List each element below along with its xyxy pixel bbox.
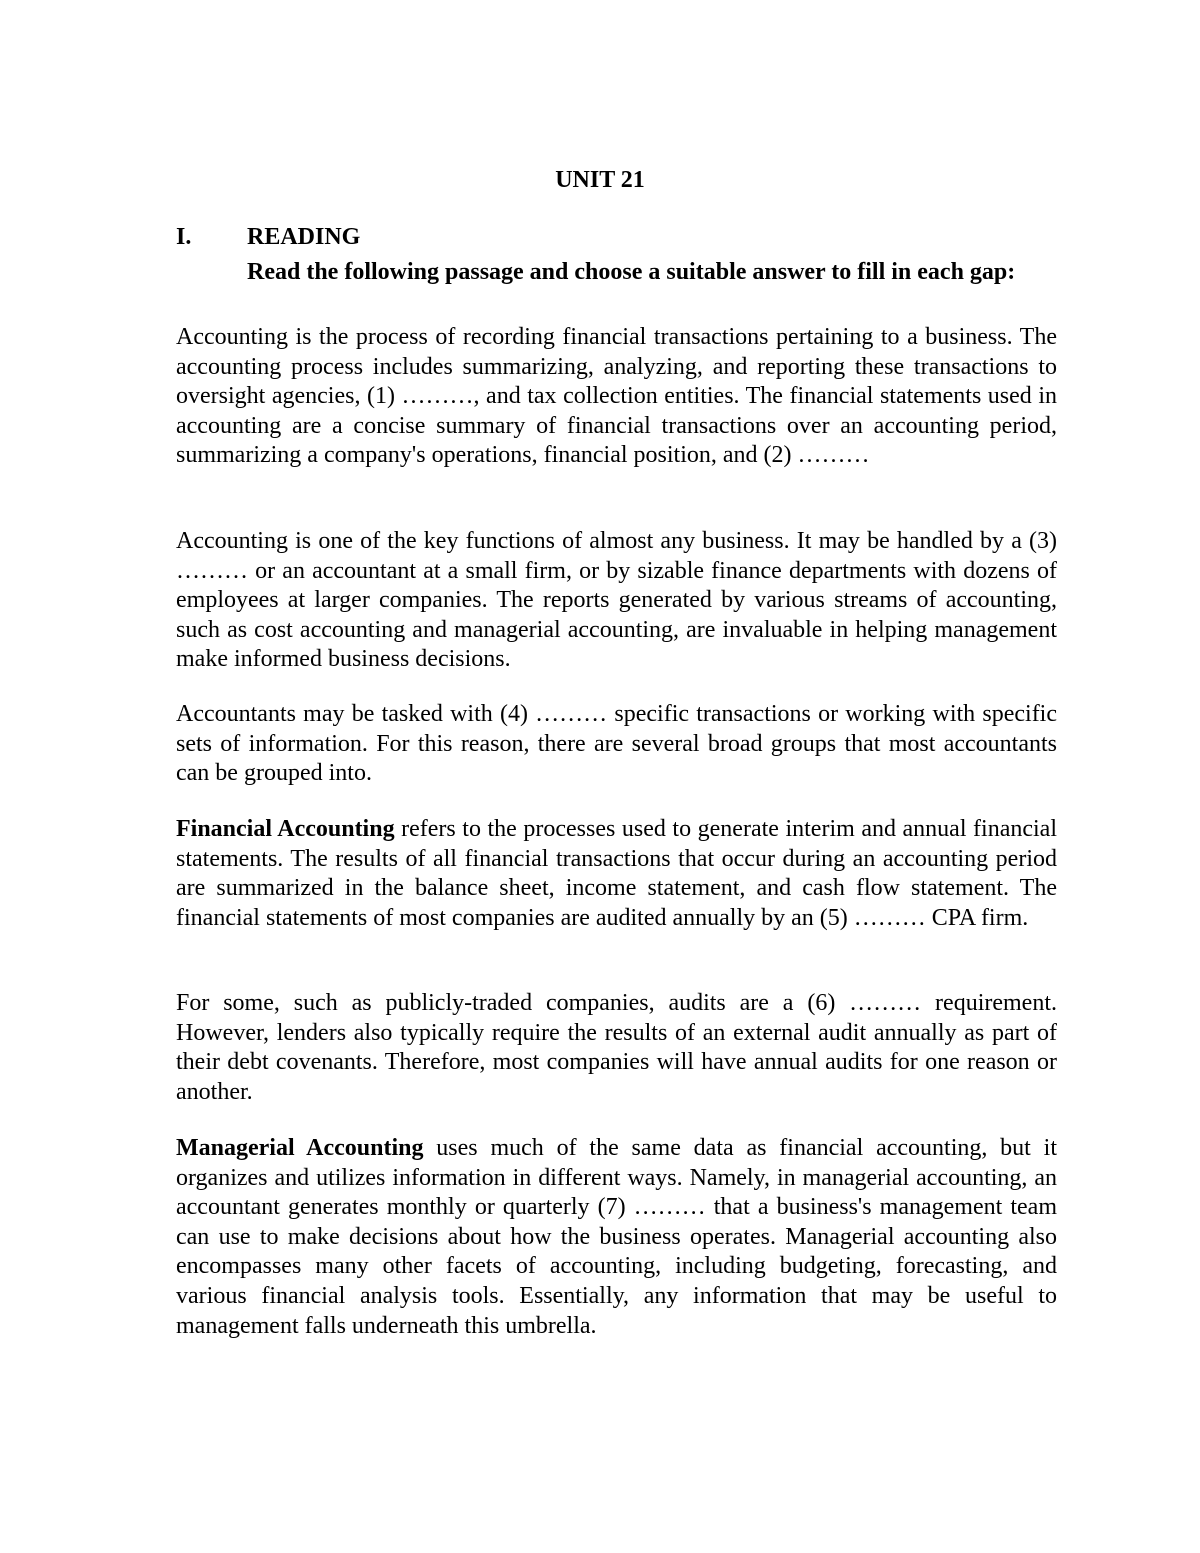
paragraph-text: For some, such as publicly-traded companies, audits are a (6) ……… requirement. However, lenders also typically require the results of an external audit annually as part of their debt covenants. Therefore, most companies will have annual audits for one reason or another.	[176, 990, 1057, 1105]
section-heading	[176, 222, 360, 252]
passage-paragraph-6	[176, 1134, 1057, 1341]
paragraph-text: Accounting is one of the key functions of almost any business. It may be handled by a (3) ……… or an accountant at a small firm, or by sizable finance departments with dozens of employees at larger companies. The reports generated by various streams of accounting, such as cost accounting and managerial accounting, are invaluable in helping management make informed business decisions.	[176, 528, 1057, 673]
paragraph-text: Accountants may be tasked with (4) ……… specific transactions or working with specific sets of information. For this reason, there are several broad groups that most accountants can be grouped into.	[176, 701, 1057, 787]
unit-title: UNIT 21	[555, 167, 645, 193]
paragraph-text: Accounting is the process of recording financial transactions pertaining to a business. The accounting process includes summarizing, analyzing, and reporting these transactions to oversight agencies, (1) ………, and tax collection entities. The financial statements used in accounting are a concise summary of financial transactions over an accounting period, summarizing a company's operations, financial position, and (2) ………	[176, 324, 1057, 469]
paragraph-lead: Financial Accounting	[176, 816, 395, 842]
passage-paragraph-2	[176, 527, 1057, 675]
paragraph-text: refers to the processes used to generate interim and annual financial statements. The results of all financial transactions that occur during an accounting period are summarized in the balance sheet, income statement, and cash flow statement. The financial statements of most companies are audited annually by an (5) ……… CPA firm.	[176, 816, 1057, 931]
paragraph-text: uses much of the same data as financial accounting, but it organizes and utilizes information in different ways. Namely, in managerial accounting, an accountant generates monthly or quarterly (7) ……… that a business's management team can use to make decisions about how the business operates. Managerial accounting also encompasses many other facets of accounting, including budgeting, forecasting, and various financial analysis tools. Essentially, any information that may be useful to management falls underneath this umbrella.	[176, 1135, 1057, 1339]
section-title: READING	[247, 224, 361, 250]
paragraph-lead: Managerial Accounting	[176, 1135, 424, 1161]
exercise-instruction: Read the following passage and choose a suitable answer to fill in each gap:	[247, 259, 1016, 285]
passage-paragraph-4	[176, 815, 1057, 933]
passage-paragraph-3	[176, 700, 1057, 789]
passage-paragraph-5	[176, 989, 1057, 1107]
section-number: I.	[176, 224, 192, 250]
passage-paragraph-1	[176, 323, 1057, 471]
